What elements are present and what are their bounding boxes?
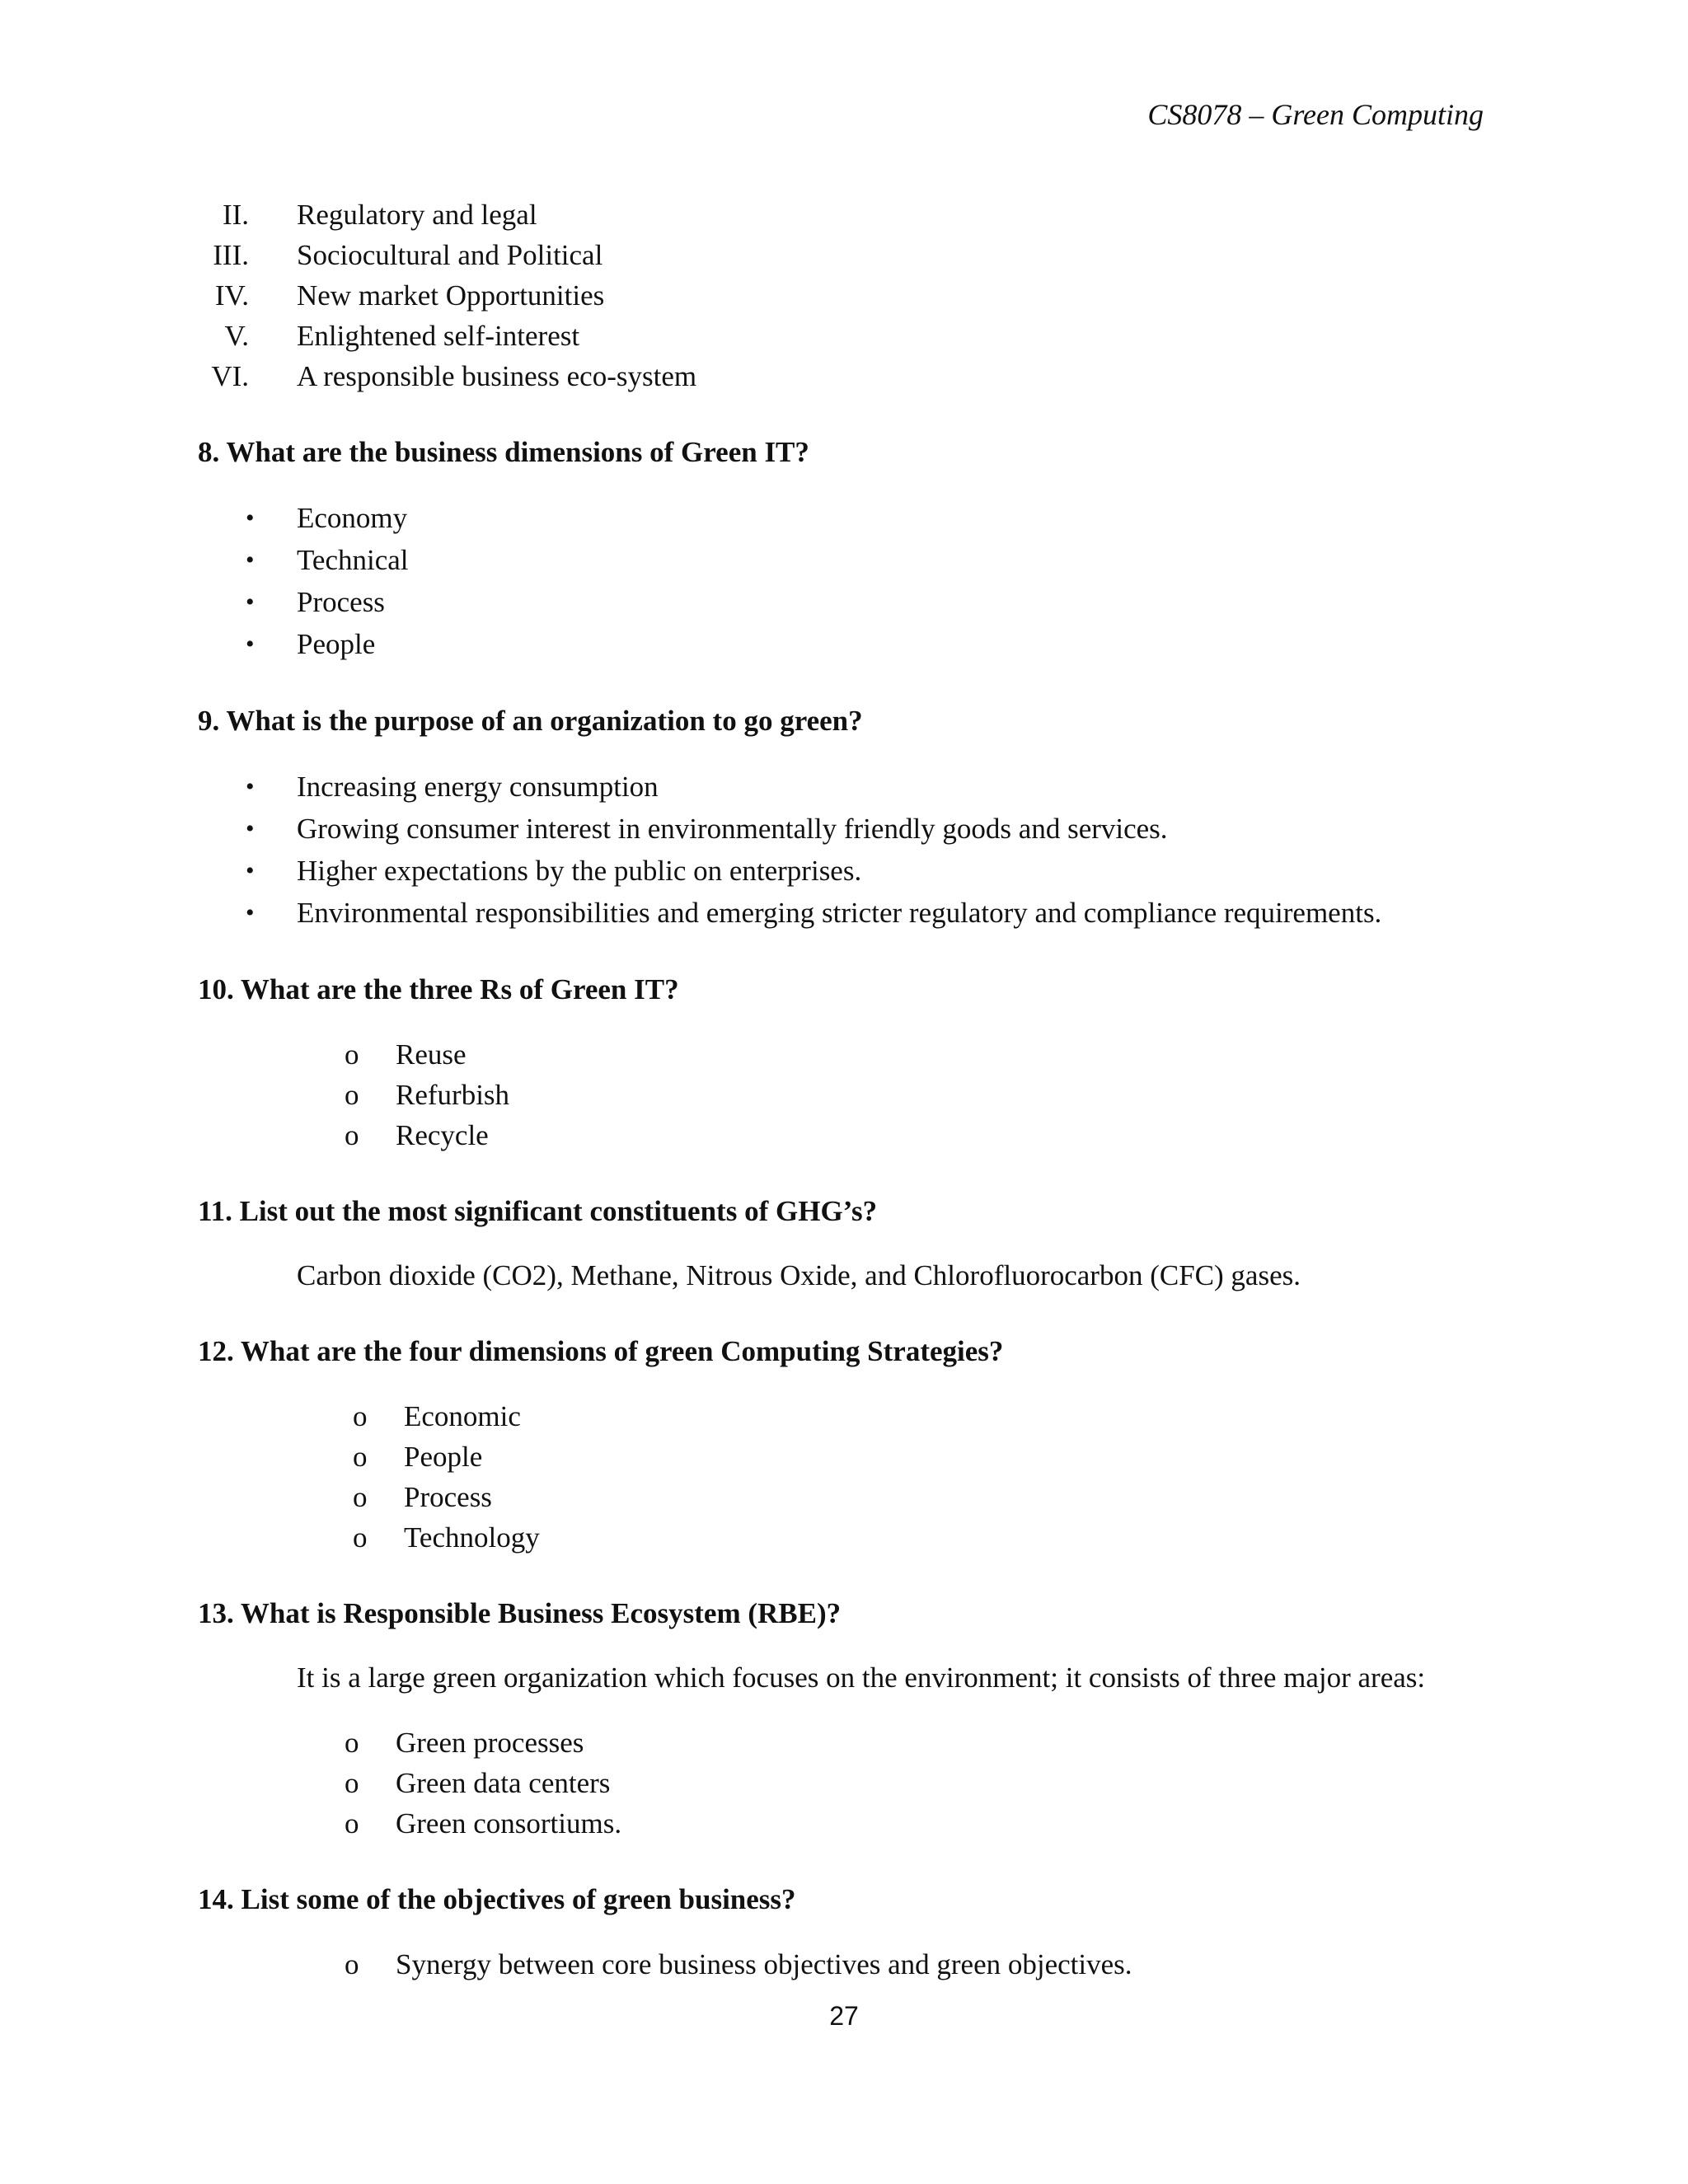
circle-bullet-icon: o (345, 1727, 359, 1759)
question-heading: 14. List some of the objectives of green business? (198, 1883, 796, 1915)
list-text: Economic (404, 1400, 521, 1432)
question-heading: 10. What are the three Rs of Green IT? (198, 973, 679, 1005)
list-text: People (297, 628, 376, 660)
list-text: Synergy between core business objectives and green objectives. (396, 1948, 1132, 1980)
bullet-icon: • (246, 773, 255, 800)
page-number: 27 (829, 2001, 859, 2031)
bullet-list (198, 766, 1517, 934)
list-item (198, 1436, 1517, 1477)
list-text: Recycle (396, 1119, 489, 1151)
list-number: IV. (214, 279, 249, 312)
list-text: Increasing energy consumption (297, 771, 659, 803)
list-item (198, 892, 1517, 934)
list-item (198, 1396, 1517, 1436)
question-heading: 8. What are the business dimensions of Green IT? (198, 436, 809, 468)
circle-bullet-icon: o (345, 1767, 359, 1799)
answer-paragraph: It is a large green organization which focuses on the environment; it consists of three major areas: (297, 1661, 1426, 1694)
list-item (198, 235, 1517, 275)
circle-bullet-icon: o (345, 1119, 359, 1151)
list-item (198, 808, 1517, 850)
circle-list (198, 1722, 1517, 1844)
list-text: Higher expectations by the public on enterprises. (297, 855, 862, 887)
running-header: CS8078 – Green Computing (1147, 98, 1484, 131)
bullet-icon: • (246, 815, 255, 842)
question-heading: 13. What is Responsible Business Ecosystem (RBE)? (198, 1597, 842, 1629)
list-item (198, 623, 1517, 665)
list-item (198, 1517, 1517, 1558)
bullet-icon: • (246, 504, 255, 532)
list-item (198, 850, 1517, 892)
list-number: VI. (211, 360, 249, 392)
circle-bullet-icon: o (353, 1481, 368, 1513)
list-text: Green data centers (396, 1767, 611, 1799)
list-text: New market Opportunities (297, 279, 605, 312)
circle-bullet-icon: o (353, 1400, 368, 1432)
list-text: Regulatory and legal (297, 199, 537, 231)
page-content (198, 194, 1517, 1985)
list-number: II. (222, 199, 249, 231)
list-number: V. (224, 320, 249, 352)
list-text: Process (297, 586, 385, 618)
list-text: People (404, 1441, 483, 1473)
list-item (198, 1477, 1517, 1517)
list-text: Growing consumer interest in environmentally friendly goods and services. (297, 813, 1168, 845)
list-number: III. (213, 239, 249, 271)
circle-bullet-icon: o (345, 1079, 359, 1111)
list-text: Economy (297, 502, 408, 534)
list-item (198, 497, 1517, 539)
bullet-icon: • (246, 630, 255, 658)
bullet-icon: • (246, 546, 255, 574)
circle-list (198, 1944, 1517, 1985)
question-heading: 12. What are the four dimensions of green Computing Strategies? (198, 1335, 1004, 1367)
list-text: Refurbish (396, 1079, 510, 1111)
list-item (198, 1034, 1517, 1075)
list-item (198, 581, 1517, 623)
question-heading: 9. What is the purpose of an organization to go green? (198, 705, 863, 737)
list-text: Technology (404, 1521, 540, 1554)
circle-bullet-icon: o (353, 1441, 368, 1473)
list-item (198, 275, 1517, 316)
list-text: Environmental responsibilities and emerging stricter regulatory and compliance requirements. (297, 897, 1382, 929)
circle-list (198, 1034, 1517, 1155)
bullet-list (198, 497, 1517, 665)
bullet-icon: • (246, 899, 255, 926)
list-text: Technical (297, 544, 409, 576)
circle-bullet-icon: o (345, 1038, 359, 1071)
list-text: Green consortiums. (396, 1807, 622, 1840)
circle-list (198, 1396, 1517, 1558)
list-item (198, 766, 1517, 808)
list-text: Green processes (396, 1727, 584, 1759)
circle-bullet-icon: o (353, 1521, 368, 1554)
list-item (198, 1722, 1517, 1763)
circle-bullet-icon: o (345, 1948, 359, 1980)
list-text: Enlightened self-interest (297, 320, 580, 352)
list-item (198, 1944, 1517, 1985)
answer-paragraph: Carbon dioxide (CO2), Methane, Nitrous Oxide, and Chlorofluorocarbon (CFC) gases. (297, 1259, 1301, 1291)
list-item (198, 1803, 1517, 1844)
bullet-icon: • (246, 588, 255, 616)
list-text: Process (404, 1481, 492, 1513)
bullet-icon: • (246, 857, 255, 884)
roman-numeral-list (198, 194, 1517, 396)
list-item (198, 539, 1517, 581)
circle-bullet-icon: o (345, 1807, 359, 1840)
list-item (198, 1763, 1517, 1803)
list-item (198, 194, 1517, 235)
list-item (198, 1115, 1517, 1155)
list-text: Sociocultural and Political (297, 239, 603, 271)
question-heading: 11. List out the most significant constituents of GHG’s? (198, 1195, 878, 1227)
list-item (198, 316, 1517, 356)
list-item (198, 1075, 1517, 1115)
list-text: Reuse (396, 1038, 467, 1071)
list-item (198, 356, 1517, 396)
list-text: A responsible business eco-system (297, 360, 697, 392)
